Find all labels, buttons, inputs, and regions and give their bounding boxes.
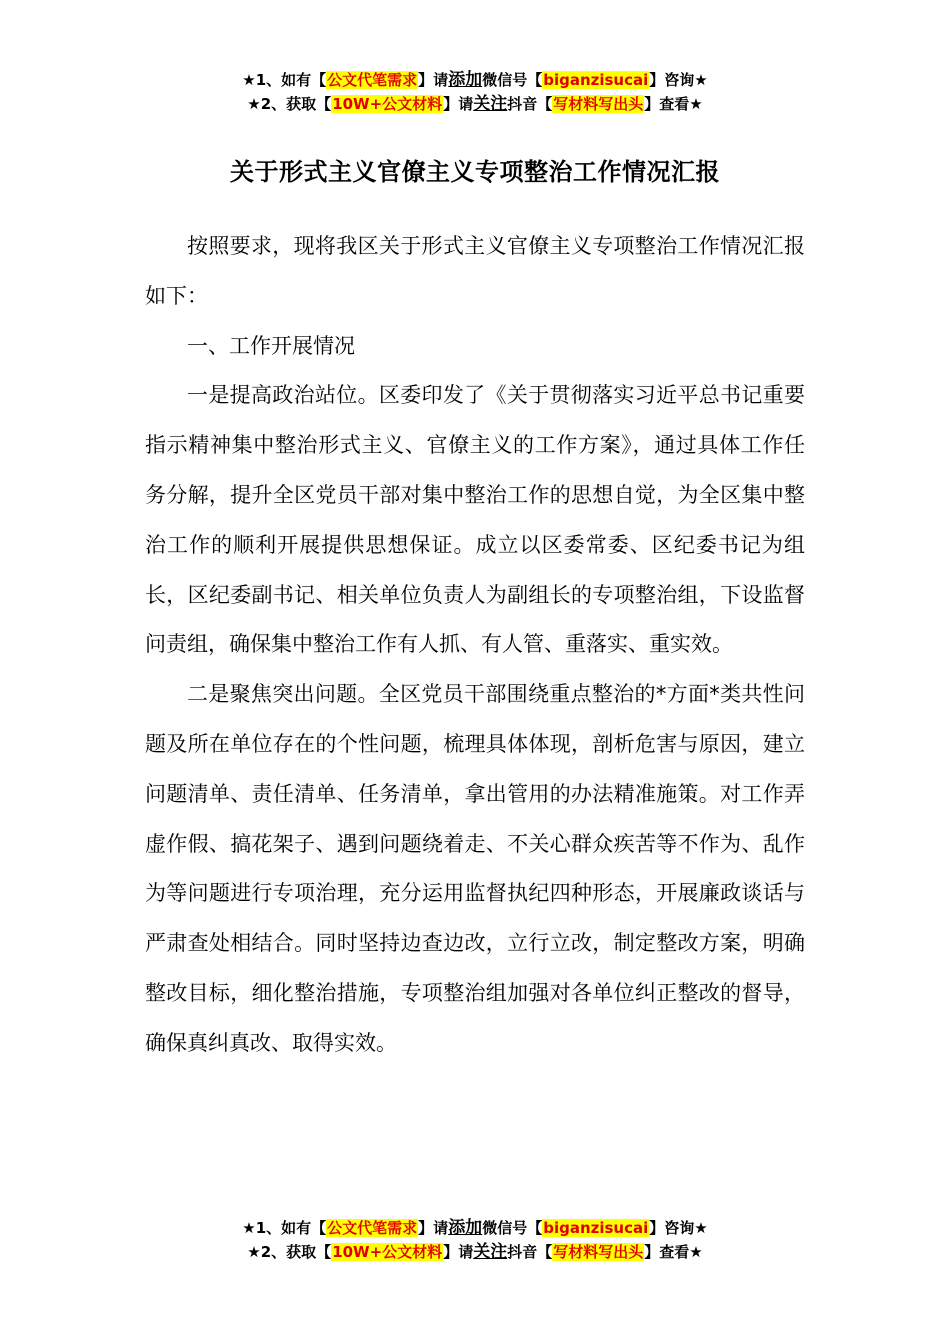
highlight-douyin: 写材料写出头 <box>553 95 644 113</box>
paragraph-1: 一是提高政治站位。区委印发了《关于贯彻落实习近平总书记重要指示精神集中整治形式主义、官僚主义的工作方案》，通过具体工作任务分解，提升全区党员干部对集中整治工作的思想自觉，为全区集中整治工作的顺利开展提供思想保证。成立以区委常委、区纪委书记为组长，区纪委副书记、相关单位负责人为副组长的专项整治组，下设监督问责组，确保集中整治工作有人抓、有人管、重落实、重实效。 <box>145 383 805 657</box>
section-heading: 一、工作开展情况 <box>187 333 355 358</box>
footer-highlight-service: 公文代笔需求 <box>327 1219 418 1237</box>
banner-line-2: ★2、获取【10W+公文材料】请关注抖音【写材料写出头】查看★ <box>247 94 703 114</box>
highlight-materials: 10W+公文材料 <box>332 95 443 113</box>
highlight-wechat-id: biganzisucai <box>543 71 649 89</box>
footer-highlight-materials: 10W+公文材料 <box>332 1243 443 1261</box>
footer-highlight-wechat-id: biganzisucai <box>543 1219 649 1237</box>
document-title: 关于形式主义官僚主义专项整治工作情况汇报 <box>230 158 720 186</box>
highlight-service: 公文代笔需求 <box>327 71 418 89</box>
document-body <box>145 222 805 1069</box>
header-banner <box>0 68 950 116</box>
footer-line-2: ★2、获取【10W+公文材料】请关注抖音【写材料写出头】查看★ <box>247 1242 703 1262</box>
footer-highlight-douyin: 写材料写出头 <box>553 1243 644 1261</box>
intro-paragraph: 按照要求，现将我区关于形式主义官僚主义专项整治工作情况汇报如下： <box>145 234 805 308</box>
banner-line-1: ★1、如有【公文代笔需求】请添加微信号【biganzisucai】咨询★ <box>242 70 708 90</box>
footer-line-1: ★1、如有【公文代笔需求】请添加微信号【biganzisucai】咨询★ <box>242 1218 708 1238</box>
footer-banner <box>0 1216 950 1264</box>
paragraph-2: 二是聚焦突出问题。全区党员干部围绕重点整治的*方面*类共性问题及所在单位存在的个性问题，梳理具体体现，剖析危害与原因，建立问题清单、责任清单、任务清单，拿出管用的办法精准施策。对工作弄虚作假、搞花架子、遇到问题绕着走、不关心群众疾苦等不作为、乱作为等问题进行专项治理，充分运用监督执纪四种形态，开展廉政谈话与严肃查处相结合。同时坚持边查边改，立行立改，制定整改方案，明确整改目标，细化整治措施，专项整治组加强对各单位纠正整改的督导，确保真纠真改、取得实效。 <box>145 682 805 1055</box>
